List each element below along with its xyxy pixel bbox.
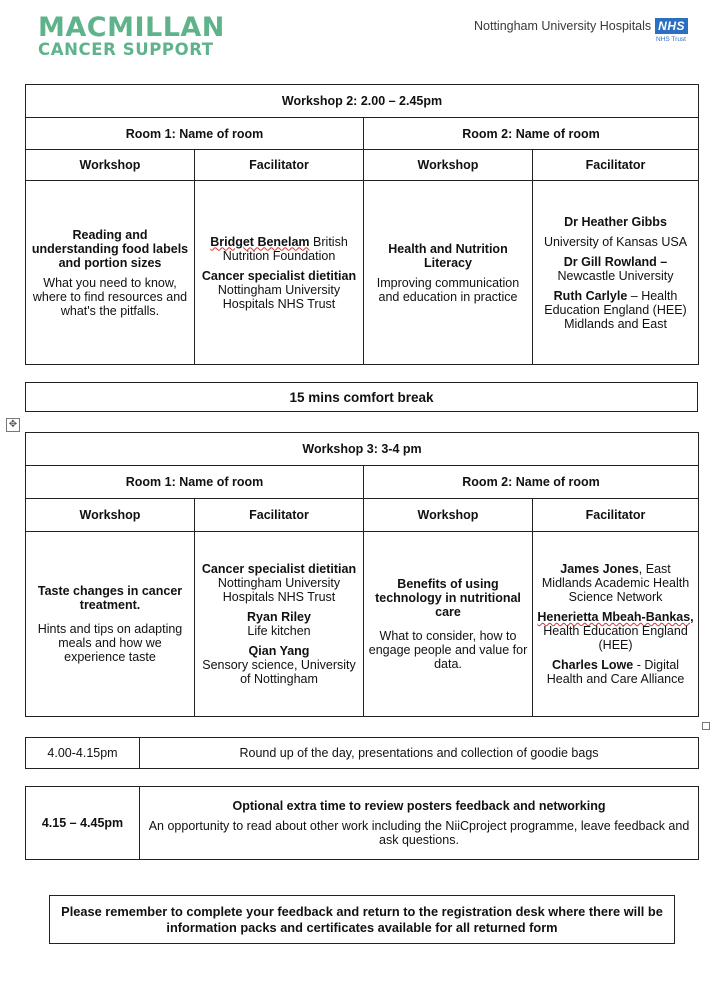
macmillan-logo [38, 14, 225, 59]
optional-description: An opportunity to read about other work including the NiiCproject programme, leave feedback and ask questions. [148, 819, 690, 847]
optional-time: 4.15 – 4.45pm [26, 787, 140, 860]
facilitator-name: Dr Gill Rowland – [563, 254, 668, 269]
workshop3-room2-facilitator-col: Facilitator [533, 499, 699, 532]
workshop-title: Reading and understanding food labels and portion sizes [31, 227, 189, 270]
workshop2-room1-facilitator-col: Facilitator [195, 150, 364, 181]
workshop3-room2-facilitator [533, 532, 699, 717]
facilitator-name: Cancer specialist dietitian [201, 268, 357, 283]
table-move-handle-icon[interactable]: ✥ [6, 418, 20, 432]
workshop3-room1-facilitator [195, 532, 364, 717]
workshop2-room1-facilitator [195, 181, 364, 365]
comfort-break: 15 mins comfort break [25, 382, 698, 412]
table-resize-handle[interactable] [702, 722, 710, 730]
workshop-title: Taste changes in cancer treatment. [37, 584, 183, 612]
roundup-text: Round up of the day, presentations and collection of goodie bags [140, 738, 699, 769]
workshop-description: What you need to know, where to find resources and what's the pitfalls. [32, 275, 188, 318]
workshop3-table [25, 432, 699, 717]
facilitator-org: Sensory science, University of Nottingham [202, 658, 356, 686]
workshop3-room1-header: Room 1: Name of room [26, 466, 364, 499]
facilitator-name: Henerietta Mbeah-Bankas, [537, 610, 694, 624]
facilitator-name: Charles Lowe [551, 658, 634, 672]
facilitator-org: Health Education England (HEE) [543, 624, 688, 652]
roundup-time: 4.00-4.15pm [26, 738, 140, 769]
facilitator-org: Newcastle University [557, 268, 674, 283]
macmillan-logo-line2: CANCER SUPPORT [38, 40, 214, 59]
workshop3-room1-facilitator-col: Facilitator [195, 499, 364, 532]
workshop-description: Hints and tips on adapting meals and how we experience taste [37, 622, 183, 664]
workshop2-room2-workshop-col: Workshop [364, 150, 533, 181]
facilitator-org: Life kitchen [247, 624, 311, 638]
facilitator-org: University of Kansas USA [543, 234, 688, 249]
workshop2-room1-workshop [26, 181, 195, 365]
workshop3-title: Workshop 3: 3-4 pm [26, 433, 699, 466]
nhs-trust-label: NHS Trust [656, 36, 686, 43]
workshop2-room1-header: Room 1: Name of room [26, 118, 364, 150]
workshop3-room2-header: Room 2: Name of room [364, 466, 699, 499]
facilitator-name: Cancer specialist dietitian [201, 562, 357, 576]
feedback-reminder: Please remember to complete your feedback and return to the registration desk where there will be information packs and certificates available for all returned form [49, 895, 675, 944]
optional-table [25, 786, 699, 860]
workshop-title: Health and Nutrition Literacy [388, 241, 508, 270]
roundup-table [25, 737, 699, 769]
facilitator-name: James Jones [560, 562, 639, 576]
optional-title: Optional extra time to review posters feedback and networking [232, 799, 606, 813]
workshop-title: Benefits of using technology in nutritional care [375, 577, 521, 619]
facilitator-org: , East Midlands Academic Health Science Network [541, 562, 690, 604]
facilitator-name: Ryan Riley [247, 610, 311, 624]
facilitator-org: Nottingham University Hospitals NHS Trust [217, 576, 341, 604]
workshop-description: What to consider, how to engage people and value for data. [368, 629, 528, 671]
workshop3-room2-workshop-col: Workshop [364, 499, 533, 532]
workshop2-table [25, 84, 699, 365]
workshop-description: Improving communication and education in practice [376, 275, 520, 304]
workshop3-room2-workshop [364, 532, 533, 717]
nuh-logo [474, 18, 688, 43]
facilitator-name: Qian Yang [248, 644, 310, 658]
workshop3-room1-workshop-col: Workshop [26, 499, 195, 532]
facilitator-name: Dr Heather Gibbs [564, 214, 667, 229]
workshop2-room2-facilitator [533, 181, 699, 365]
workshop2-room2-header: Room 2: Name of room [364, 118, 699, 150]
nhs-badge: NHS [655, 18, 688, 34]
workshop2-room2-facilitator-col: Facilitator [533, 150, 699, 181]
workshop2-room1-workshop-col: Workshop [26, 150, 195, 181]
workshop2-room2-workshop [364, 181, 533, 365]
macmillan-logo-line1: MACMILLAN [38, 12, 225, 43]
nuh-name: Nottingham University Hospitals [474, 19, 652, 33]
facilitator-org: Nottingham University Hospitals NHS Trust [217, 282, 341, 311]
workshop2-title: Workshop 2: 2.00 – 2.45pm [26, 85, 699, 118]
facilitator-org: British Nutrition Foundation [222, 234, 348, 263]
optional-cell [140, 787, 699, 860]
facilitator-name: Ruth Carlyle [553, 288, 628, 303]
facilitator-name: Bridget Benelam [210, 234, 310, 249]
facilitator-org: – Health Education England (HEE) Midlands and East [544, 288, 687, 331]
workshop3-room1-workshop [26, 532, 195, 717]
facilitator-org: - Digital Health and Care Alliance [546, 658, 685, 686]
